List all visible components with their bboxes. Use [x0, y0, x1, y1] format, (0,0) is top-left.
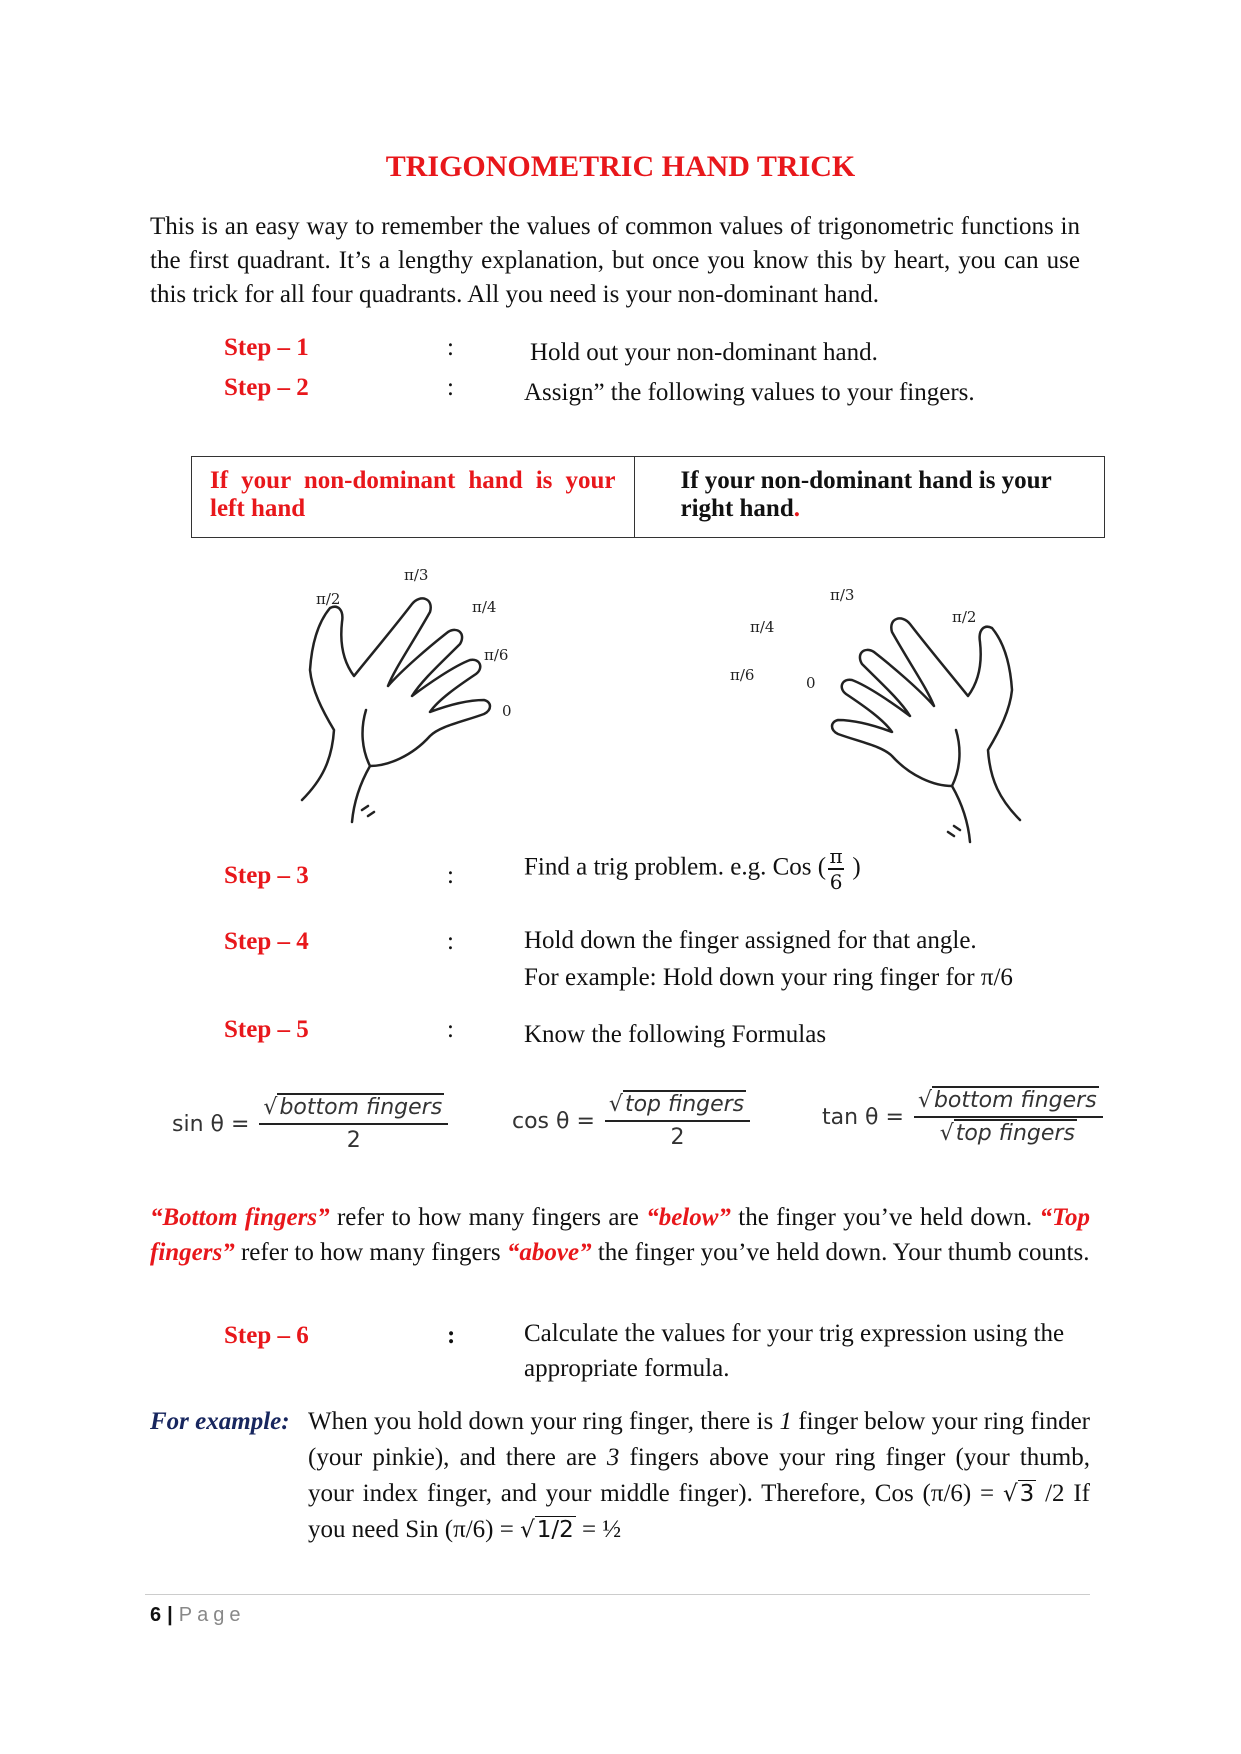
step-label: Step – 3: [224, 862, 309, 889]
formula-lhs: sin θ =: [172, 1111, 250, 1137]
sqrt-3: √3: [1002, 1481, 1035, 1507]
left-pinkie-label: 0: [502, 702, 512, 720]
formula-fraction: [259, 1095, 448, 1153]
step-colon: :: [447, 334, 454, 361]
formula-denominator: 2: [670, 1125, 685, 1150]
step-4-line-2: For example: Hold down your ring finger for π/6: [524, 964, 1013, 991]
note-text: refer to how many fingers: [234, 1239, 507, 1266]
step-text: [524, 922, 1104, 996]
left-hand-cell: If your non-dominant hand is your left hand: [192, 457, 635, 537]
step-label: Step – 2: [224, 374, 309, 401]
fingers-explanation: [150, 1200, 1090, 1270]
example-text-part: = ½: [575, 1516, 622, 1543]
step-4-line-1: Hold down the finger assigned for that angle.: [524, 927, 977, 954]
step-text: Assign” the following values to your fingers.: [524, 379, 975, 406]
fraction-bar: [259, 1123, 448, 1125]
formula-numerator: √bottom fingers: [263, 1095, 443, 1120]
example-text-part: finger below your ring finder (your pinkie), and there are: [308, 1408, 1091, 1471]
radicand: 3: [1019, 1481, 1035, 1507]
page-title: TRIGONOMETRIC HAND TRICK: [385, 150, 856, 183]
page-footer: [150, 1604, 245, 1627]
hand-choice-table: [191, 456, 1105, 538]
right-hand-outline: [832, 618, 1020, 842]
step-colon: :: [447, 862, 454, 889]
example-number: 1: [779, 1408, 792, 1435]
note-text: the finger you’ve held down. Your thumb counts.: [591, 1239, 1090, 1266]
below-term: “below”: [646, 1204, 731, 1231]
radicand: bottom fingers: [279, 1095, 443, 1120]
page-number: 6: [150, 1604, 162, 1626]
page-word: Page: [178, 1604, 246, 1626]
above-term: “above”: [506, 1239, 592, 1266]
step-3-text-end: ): [846, 853, 861, 881]
note-text: the finger you’ve held down.: [730, 1204, 1040, 1231]
top-fingers-term: “Top fingers”: [150, 1204, 1090, 1266]
left-middle-label: π/4: [472, 598, 497, 616]
right-pinkie-label: 0: [806, 674, 816, 692]
formula-denominator: 2: [346, 1128, 361, 1153]
step-text: Calculate the values for your trig expression using the appropriate formula.: [524, 1320, 1065, 1382]
example-label: For example:: [150, 1408, 290, 1435]
pi-over-6-fraction: [828, 846, 844, 892]
fraction-numerator: π: [829, 844, 843, 868]
step-colon: :: [447, 928, 454, 955]
radicand: top fingers: [955, 1121, 1075, 1146]
formula-numerator: √top fingers: [608, 1092, 745, 1117]
step-label: Step – 6: [224, 1322, 309, 1349]
step-colon: :: [447, 374, 454, 401]
step-colon: :: [447, 1016, 454, 1043]
right-index-label: π/3: [830, 586, 855, 604]
radicand: top fingers: [624, 1092, 745, 1117]
step-colon: :: [447, 1322, 456, 1349]
left-thumb-label: π/2: [316, 590, 341, 608]
example-text-part: /2 If you need Sin (π/6) =: [308, 1480, 1090, 1543]
step-3-text: Find a trig problem. e.g. Cos (: [524, 853, 827, 881]
formula-fraction: [914, 1088, 1103, 1146]
cos-formula: [512, 1092, 750, 1150]
formula-fraction: [605, 1092, 750, 1150]
radicand: 1/2: [536, 1517, 574, 1543]
left-hand-outline: [302, 598, 490, 822]
example-text-part: When you hold down your ring finger, there is: [308, 1408, 780, 1435]
step-label: Step – 1: [224, 334, 309, 361]
fraction-denominator: 6: [829, 869, 843, 894]
step-text: [524, 846, 1104, 892]
example-text-part: fingers above your ring finger (your thumb, your index finger, and your middle finger). Therefore, Cos (π/6) =: [308, 1444, 1090, 1507]
left-hand-illustration: [262, 560, 602, 830]
step-label: Step – 5: [224, 1016, 309, 1043]
formula-denominator: √top fingers: [939, 1121, 1075, 1146]
formula-lhs: tan θ =: [822, 1104, 904, 1130]
example-text: [308, 1404, 1090, 1548]
right-hand-text: If your non-dominant hand is your right hand: [680, 467, 1052, 522]
formula-numerator: √bottom fingers: [917, 1088, 1097, 1113]
sin-formula: [172, 1095, 448, 1153]
fraction-bar: [914, 1116, 1103, 1118]
left-ring-label: π/6: [484, 646, 509, 664]
step-text: Hold out your non-dominant hand.: [530, 339, 878, 366]
bottom-fingers-term: “Bottom fingers”: [150, 1204, 330, 1231]
right-hand-dot: .: [793, 495, 800, 522]
tan-formula: [822, 1088, 1103, 1146]
formula-lhs: cos θ =: [512, 1108, 595, 1134]
step-label: Step – 4: [224, 928, 309, 955]
step-text: Know the following Formulas: [524, 1021, 827, 1048]
fraction-bar: [605, 1120, 750, 1122]
footer-separator: |: [167, 1604, 173, 1626]
right-ring-label: π/6: [730, 666, 755, 684]
left-index-label: π/3: [404, 566, 429, 584]
right-hand-illustration: [720, 580, 1050, 850]
radicand: bottom fingers: [933, 1088, 1097, 1113]
intro-paragraph: This is an easy way to remember the values of common values of trigonometric functions in the first quadrant. It’s a lengthy explanation, but once you know this by heart, you can use this trick for all four quadrants. All you need is your non-dominant hand.: [150, 213, 1080, 308]
note-text: refer to how many fingers are: [329, 1204, 647, 1231]
example-number: 3: [606, 1444, 620, 1471]
right-middle-label: π/4: [750, 618, 775, 636]
footer-divider: [145, 1594, 1090, 1595]
right-thumb-label: π/2: [952, 608, 977, 626]
right-hand-cell: [635, 457, 1105, 537]
sqrt-half: √1/2: [520, 1517, 574, 1543]
